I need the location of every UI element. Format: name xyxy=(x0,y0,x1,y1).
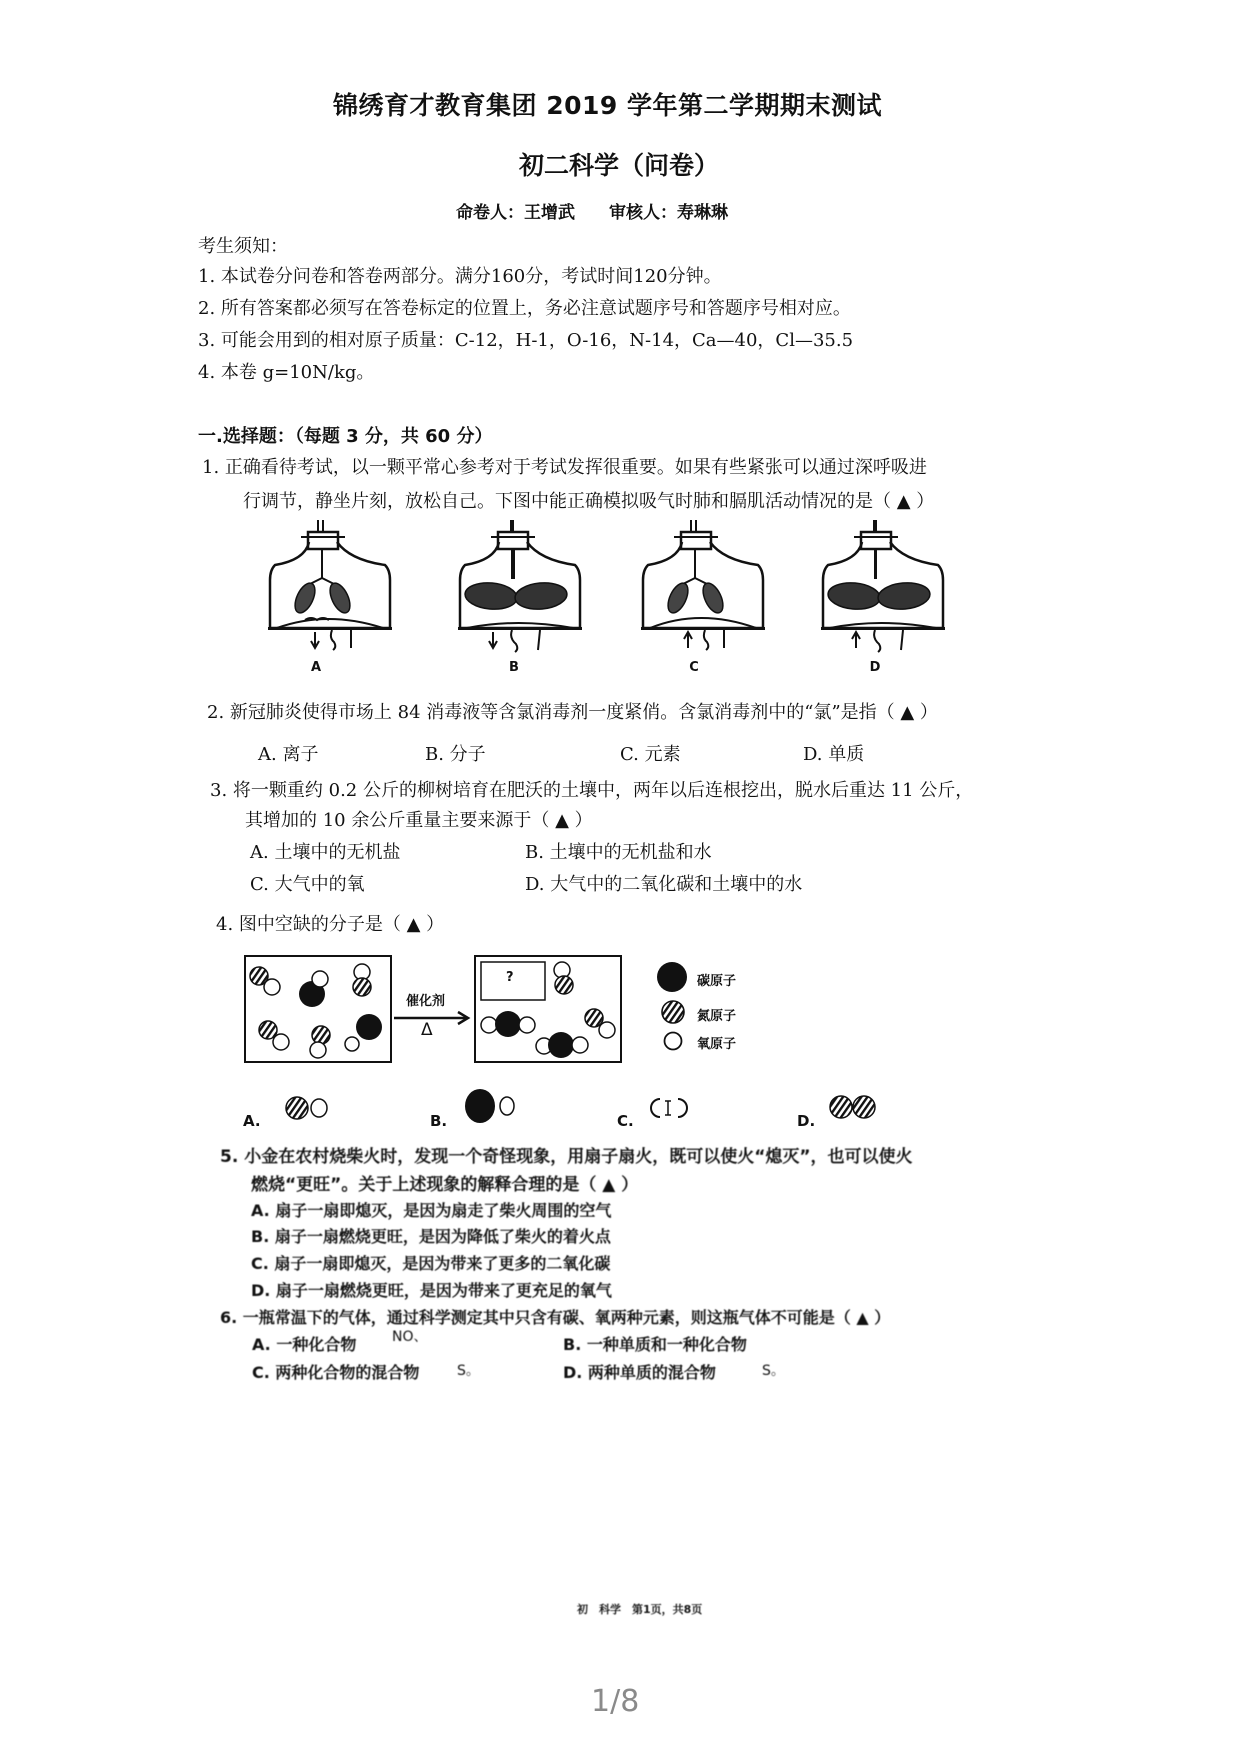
question-6-option-d: D. 两种单质的混合物 xyxy=(563,1363,716,1382)
question-3-line-2: 其增加的 10 余公斤重量主要来源于（ ▲ ） xyxy=(245,810,593,831)
section-heading: 一.选择题：（每题 3 分，共 60 分） xyxy=(198,426,493,447)
bell-jar-figure-a xyxy=(265,520,395,655)
heat-symbol: Δ xyxy=(421,1020,433,1040)
notice-item: 1. 本试卷分问卷和答卷两部分。满分160分，考试时间120分钟。 xyxy=(198,266,722,287)
notice-item: 4. 本卷 g=10N/kg。 xyxy=(198,362,375,383)
unknown-molecule-mark: ? xyxy=(506,970,514,985)
question-2-option-b: B. 分子 xyxy=(425,744,486,765)
reaction-arrow xyxy=(394,1010,474,1030)
question-4-option-b: B. xyxy=(430,1112,448,1130)
question-2-option-c: C. 元素 xyxy=(620,744,681,765)
question-1-line-2: 行调节，静坐片刻，放松自己。下图中能正确模拟吸气时肺和膈肌活动情况的是（ ▲ ） xyxy=(243,491,935,512)
question-5-line-1: 5. 小金在农村烧柴火时，发现一个奇怪现象，用扇子扇火，既可以使火“熄灭”，也可以使火 xyxy=(220,1147,913,1167)
question-6-option-b: B. 一种单质和一种化合物 xyxy=(563,1335,747,1354)
question-5-option-d: D. 扇子一扇燃烧更旺，是因为带来了更充足的氧气 xyxy=(251,1281,612,1300)
bell-jar-figure-b xyxy=(455,520,585,655)
molecule-nitrogen-nitrogen-icon xyxy=(826,1093,882,1121)
question-3-option-d: D. 大气中的二氧化碳和土壤中的水 xyxy=(525,874,803,895)
catalyst-label: 催化剂 xyxy=(406,994,446,1009)
legend-nitrogen-label: 氮原子 xyxy=(697,1009,737,1024)
question-2-option-a: A. 离子 xyxy=(258,744,319,765)
question-3-option-a: A. 土壤中的无机盐 xyxy=(250,842,401,863)
bell-jar-figure-d xyxy=(818,520,948,655)
exam-title: 锦绣育才教育集团 2019 学年第二学期期末测试 xyxy=(333,91,882,120)
molecule-nitrogen-oxygen-icon xyxy=(284,1094,334,1122)
question-2-option-d: D. 单质 xyxy=(803,744,865,765)
question-2-line-1: 2. 新冠肺炎使得市场上 84 消毒液等含氯消毒剂一度紧俏。含氯消毒剂中的“氯”是指（ ▲ ） xyxy=(207,702,938,723)
handwritten-note: S。 xyxy=(762,1363,785,1379)
handwritten-note: S。 xyxy=(457,1363,480,1379)
figure-label-a: A xyxy=(310,660,322,675)
question-5-option-c: C. 扇子一扇即熄灭，是因为带来了更多的二氧化碳 xyxy=(251,1254,611,1273)
question-4-option-d: D. xyxy=(797,1112,816,1130)
page-footer: 初 科学 第1页，共8页 xyxy=(577,1603,703,1616)
figure-label-c: C xyxy=(689,660,699,675)
exam-authors: 命卷人：王增武 审核人：寿琳琳 xyxy=(456,203,728,223)
carbon-atom-icon xyxy=(656,961,688,993)
reaction-products-box xyxy=(474,955,624,1065)
question-3-line-1: 3. 将一颗重约 0.2 公斤的柳树培育在肥沃的土壤中，两年以后连根挖出，脱水后重达 11 公斤， xyxy=(210,780,974,801)
notice-item: 3. 可能会用到的相对原子质量：C-12，H-1，O-16，N-14，Ca—40，Cl—35.5 xyxy=(198,330,854,351)
figure-label-b: B xyxy=(509,660,519,675)
question-5-option-a: A. 扇子一扇即熄灭，是因为扇走了柴火周围的空气 xyxy=(251,1201,612,1220)
notice-item: 2. 所有答案都必须写在答卷标定的位置上，务必注意试题序号和答题序号相对应。 xyxy=(198,298,851,319)
notice-heading: 考生须知： xyxy=(198,236,288,257)
bell-jar-figure-c xyxy=(638,520,768,655)
question-1-line-1: 1. 正确看待考试，以一颗平常心参考对于考试发挥很重要。如果有些紧张可以通过深呼吸进 xyxy=(202,457,927,478)
nitrogen-atom-icon xyxy=(660,999,686,1025)
question-3-option-c: C. 大气中的氧 xyxy=(250,874,365,895)
handwritten-note: NO、 xyxy=(392,1329,428,1345)
question-4-option-a: A. xyxy=(243,1112,261,1130)
question-3-option-b: B. 土壤中的无机盐和水 xyxy=(525,842,712,863)
figure-label-d: D xyxy=(869,660,881,675)
question-4-line-1: 4. 图中空缺的分子是（ ▲ ） xyxy=(216,914,445,935)
page-indicator: 1/8 xyxy=(591,1684,640,1719)
question-4-option-c: C. xyxy=(617,1112,634,1130)
question-5-line-2: 燃烧“更旺”。关于上述现象的解释合理的是（ ▲ ） xyxy=(251,1175,639,1195)
oxygen-atom-icon xyxy=(662,1030,684,1052)
legend-carbon-label: 碳原子 xyxy=(697,974,737,989)
question-5-option-b: B. 扇子一扇燃烧更旺，是因为降低了柴火的着火点 xyxy=(251,1227,611,1246)
molecule-oxygen-oxygen-icon xyxy=(650,1096,694,1120)
exam-subtitle: 初二科学（问卷） xyxy=(519,151,720,180)
legend-oxygen-label: 氧原子 xyxy=(697,1037,737,1052)
question-6-line-1: 6. 一瓶常温下的气体，通过科学测定其中只含有碳、氧两种元素，则这瓶气体不可能是（ ▲ ） xyxy=(220,1308,891,1327)
question-6-option-a: A. 一种化合物 xyxy=(252,1335,357,1354)
question-6-option-c: C. 两种化合物的混合物 xyxy=(252,1363,420,1382)
molecule-carbon-oxygen-icon xyxy=(464,1088,522,1124)
reaction-reactants-box xyxy=(244,955,394,1065)
